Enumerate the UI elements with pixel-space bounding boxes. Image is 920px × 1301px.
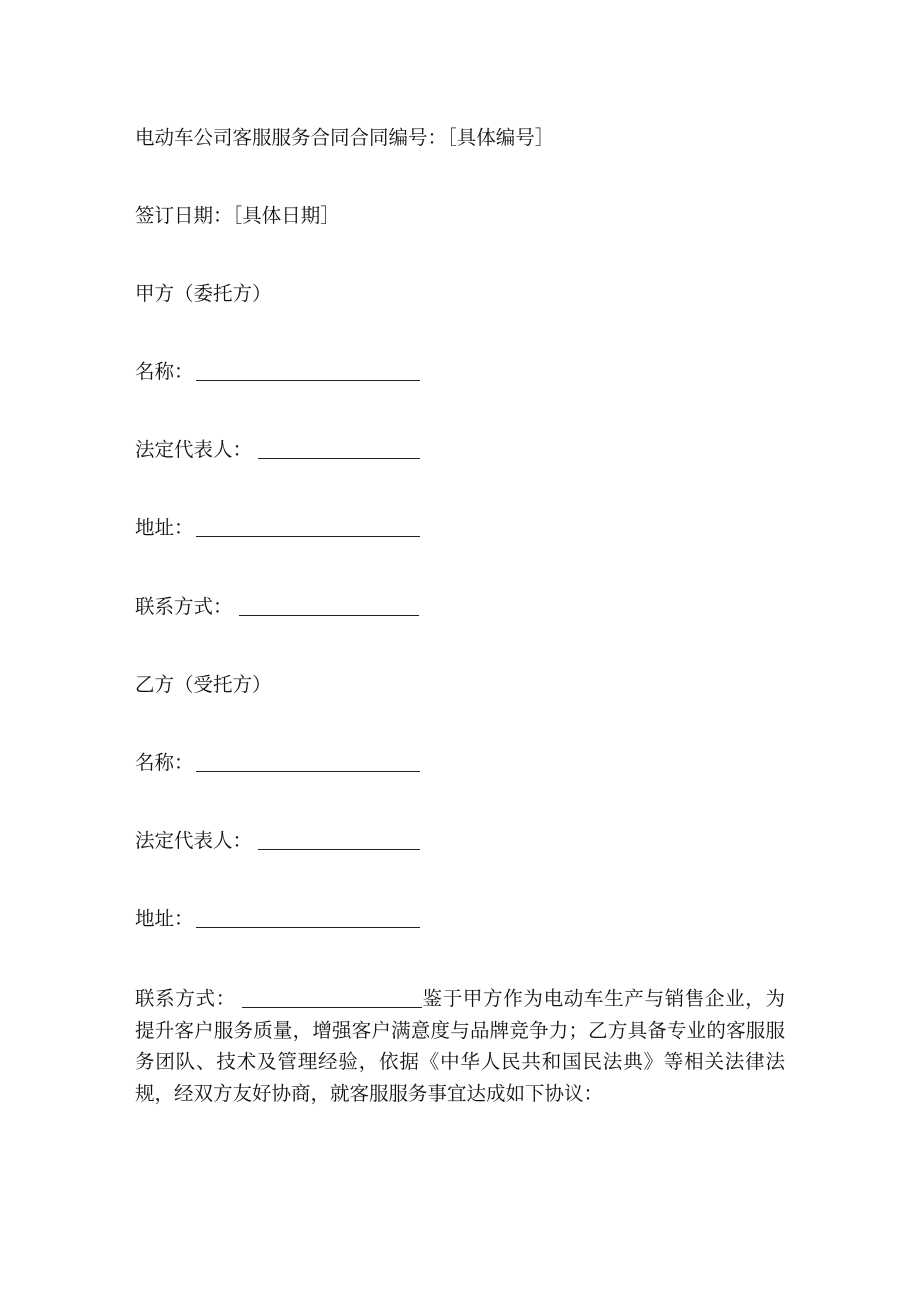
party-a-address-label: 地址： [135, 516, 194, 539]
party-b-heading [135, 673, 272, 697]
party-a-rep-blank [258, 440, 420, 459]
party-b-name-label: 名称： [135, 751, 194, 774]
party-b-contact-blank [242, 989, 422, 1008]
party-b-name-blank [196, 753, 420, 772]
party-a-heading [135, 282, 272, 306]
party-a-contact-label: 联系方式： [135, 595, 233, 618]
party-b-address-blank [196, 909, 420, 928]
sign-date-line [135, 204, 340, 228]
preamble-text: 鉴于甲方作为电动车生产与销售企业，为提升客户服务质量，增强客户满意度与品牌竞争力；乙方具备专业的客服服务团队、技术及管理经验，依据《中华人民共和国民法典》等相关法律法规，经双方友好协商，就客服服务事宜达成如下协议： [135, 987, 785, 1105]
party-a-contact-row [135, 595, 419, 619]
party-b-address-label: 地址： [135, 907, 194, 930]
party-b-contact-and-preamble [135, 983, 785, 1109]
party-b-name-row [135, 751, 420, 775]
party-a-heading-text: 甲方（委托方） [135, 282, 272, 305]
party-b-address-row [135, 907, 420, 931]
party-b-heading-text: 乙方（受托方） [135, 673, 272, 696]
contract-title-text: 电动车公司客服服务合同合同编号：［具体编号］ [135, 126, 555, 149]
sign-date-text: 签订日期：［具体日期］ [135, 204, 340, 227]
party-a-name-label: 名称： [135, 360, 194, 383]
party-a-address-blank [196, 518, 420, 537]
party-a-address-row [135, 516, 420, 540]
party-a-rep-label: 法定代表人： [135, 438, 253, 461]
party-b-rep-blank [258, 831, 420, 850]
party-b-rep-label: 法定代表人： [135, 829, 253, 852]
party-b-rep-row [135, 829, 420, 853]
party-a-name-row [135, 360, 420, 384]
party-a-name-blank [196, 362, 420, 381]
party-a-rep-row [135, 438, 420, 462]
party-a-contact-blank [239, 597, 419, 616]
party-b-contact-label: 联系方式： [135, 987, 236, 1010]
contract-title-line [135, 126, 554, 150]
